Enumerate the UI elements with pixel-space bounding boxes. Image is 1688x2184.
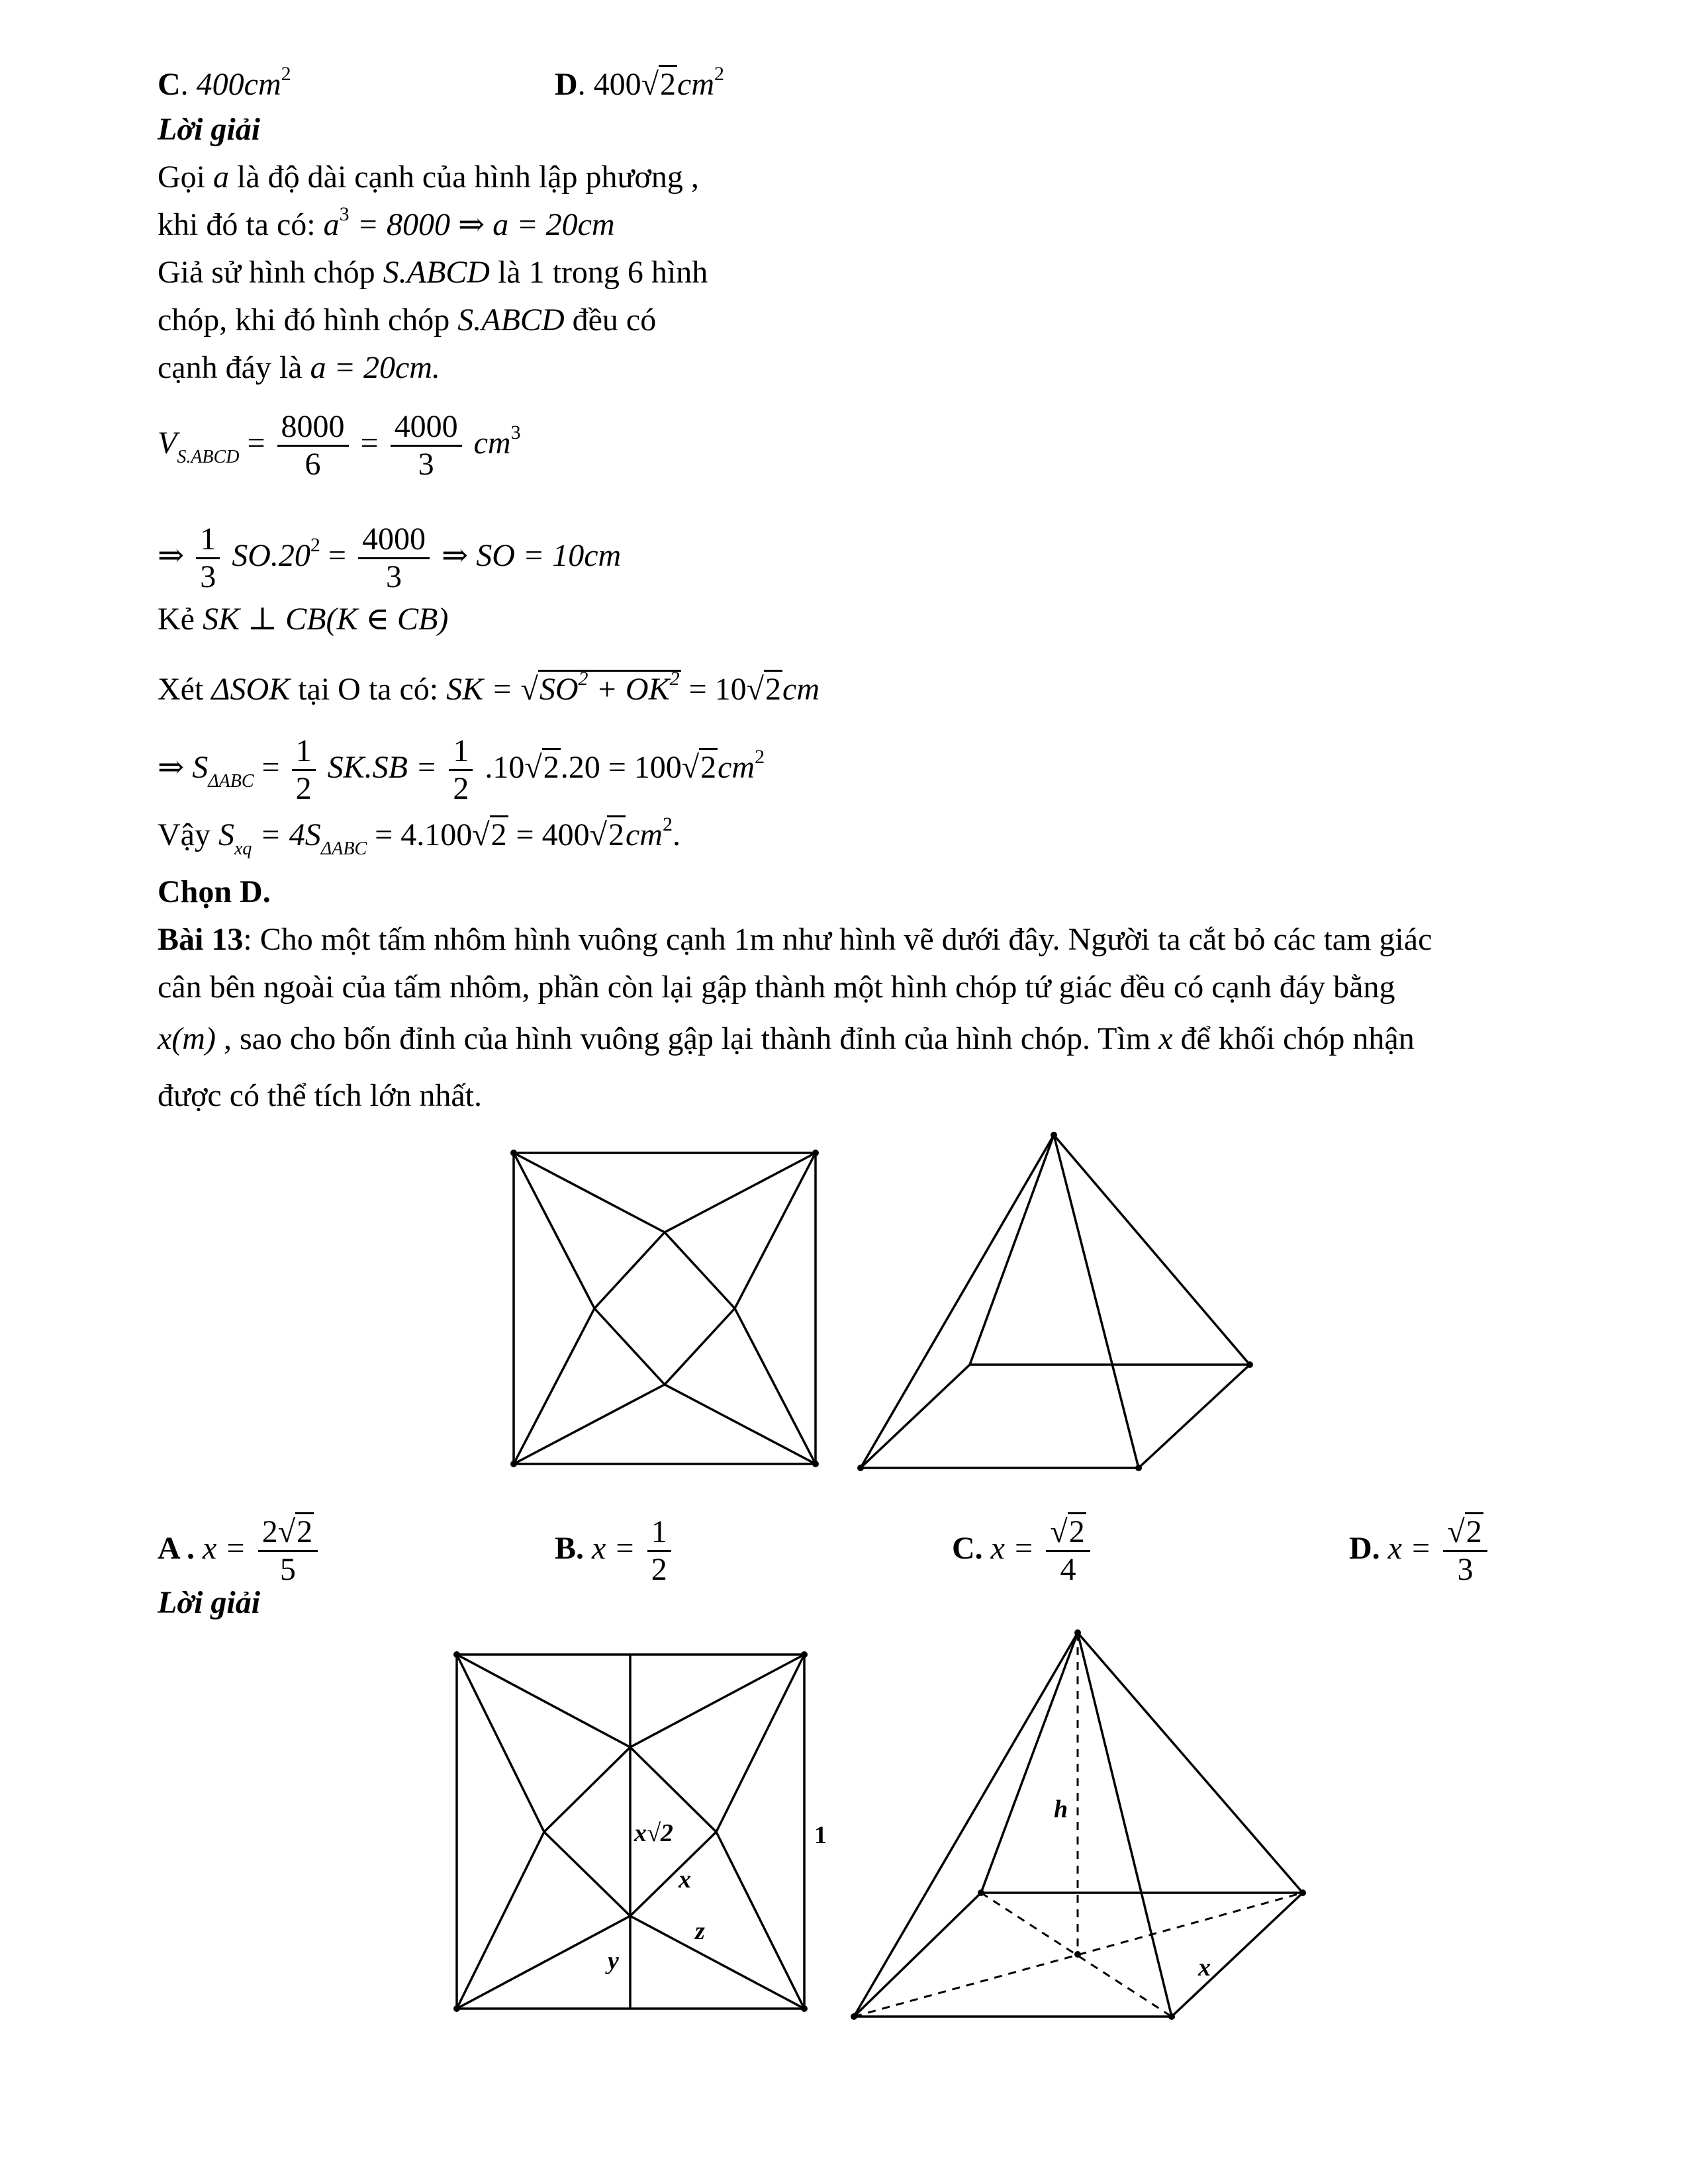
solution-line-2: khi đó ta có: $a^3 = 8000$ ⇒ a = 20cm — [158, 203, 615, 242]
option-b[interactable]: B. x = $\frac{1}{2}$ — [555, 1516, 675, 1587]
option-d[interactable]: D. x = √ $\frac{2}{3}$ — [1349, 1516, 1491, 1587]
solution-line-4: chóp, khi đó hình chóp S.ABCD đều có — [158, 302, 657, 338]
problem-13-line-4: được có thể tích lớn nhất. — [158, 1078, 482, 1113]
problem-13-line-1: Bài 13: Cho một tấm nhôm hình vuông cạnh 1m như hình vẽ dưới đây. Người ta cắt bỏ các tam giác — [158, 922, 1432, 957]
area-formula: ⇒ $S_{\Delta ABC}$ = $\frac{1}{2}$ SK.SB = $\frac{1}{2}$ .10√ 2.20 = 100√ $2cm^2$ — [158, 735, 765, 806]
prev-option-d: D. 400√ $2cm^2$ — [555, 65, 724, 105]
label-side-1: 1 — [814, 1821, 827, 1849]
solution-2-heading: Lời giải — [158, 1585, 261, 1620]
solution-heading: Lời giải — [158, 112, 261, 147]
height-formula: ⇒ $\frac{1}{3}$ $SO.20^2$ = $\frac{4000}{3}$ ⇒ SO = 10cm — [158, 522, 622, 595]
label-h: h — [1054, 1796, 1068, 1823]
solution-line-5: cạnh đáy là a = 20cm. — [158, 350, 440, 385]
label-x-sqrt2: x√2 — [634, 1819, 673, 1847]
labelled-pyramid-edges — [854, 1633, 1303, 2017]
problem-13-line-3: x(m) , sao cho bốn đỉnh của hình vuông gập lại thành đỉnh của hình chóp. Tìm x để khối chóp nhận — [158, 1021, 1415, 1056]
label-z: z — [695, 1917, 705, 1945]
choice-answer: Chọn D. — [158, 874, 271, 909]
solution-line-1: Gọi a là độ dài cạnh của hình lập phương , — [158, 159, 699, 195]
volume-formula: $V_{S.ABCD}$ = $\frac{8000}{6}$ = $\frac{4000}{3}$ $cm^3$ — [158, 409, 521, 482]
label-x: x — [679, 1866, 691, 1893]
triangle-sok-line: Xét ΔSOK tại O ta có: SK = √ $SO^2 + OK^2 = 10√$ 2cm — [158, 670, 820, 709]
label-base-x: x — [1198, 1954, 1211, 1981]
perpendicular-line: Kẻ SK ⊥ CB(K ∈ CB) — [158, 602, 449, 637]
option-a[interactable]: A . x = $\frac{2√ 2}{5}$ — [158, 1516, 322, 1587]
problem-13-line-2: cân bên ngoài của tấm nhôm, phần còn lại gập thành một hình chóp tứ giác đều có cạnh đáy bằng — [158, 970, 1395, 1005]
label-y: y — [608, 1947, 619, 1975]
option-c[interactable]: C. x = √ $\frac{2}{4}$ — [952, 1516, 1094, 1587]
prev-option-c: C. $400cm^2$ — [158, 63, 291, 102]
conclusion-line: Vậy $S_{xq} = 4S_{\Delta ABC} = 4.100√$ 2 = 400√ $2cm^2$. — [158, 815, 680, 855]
solution-line-3: Giả sử hình chóp S.ABCD là 1 trong 6 hình — [158, 255, 708, 290]
